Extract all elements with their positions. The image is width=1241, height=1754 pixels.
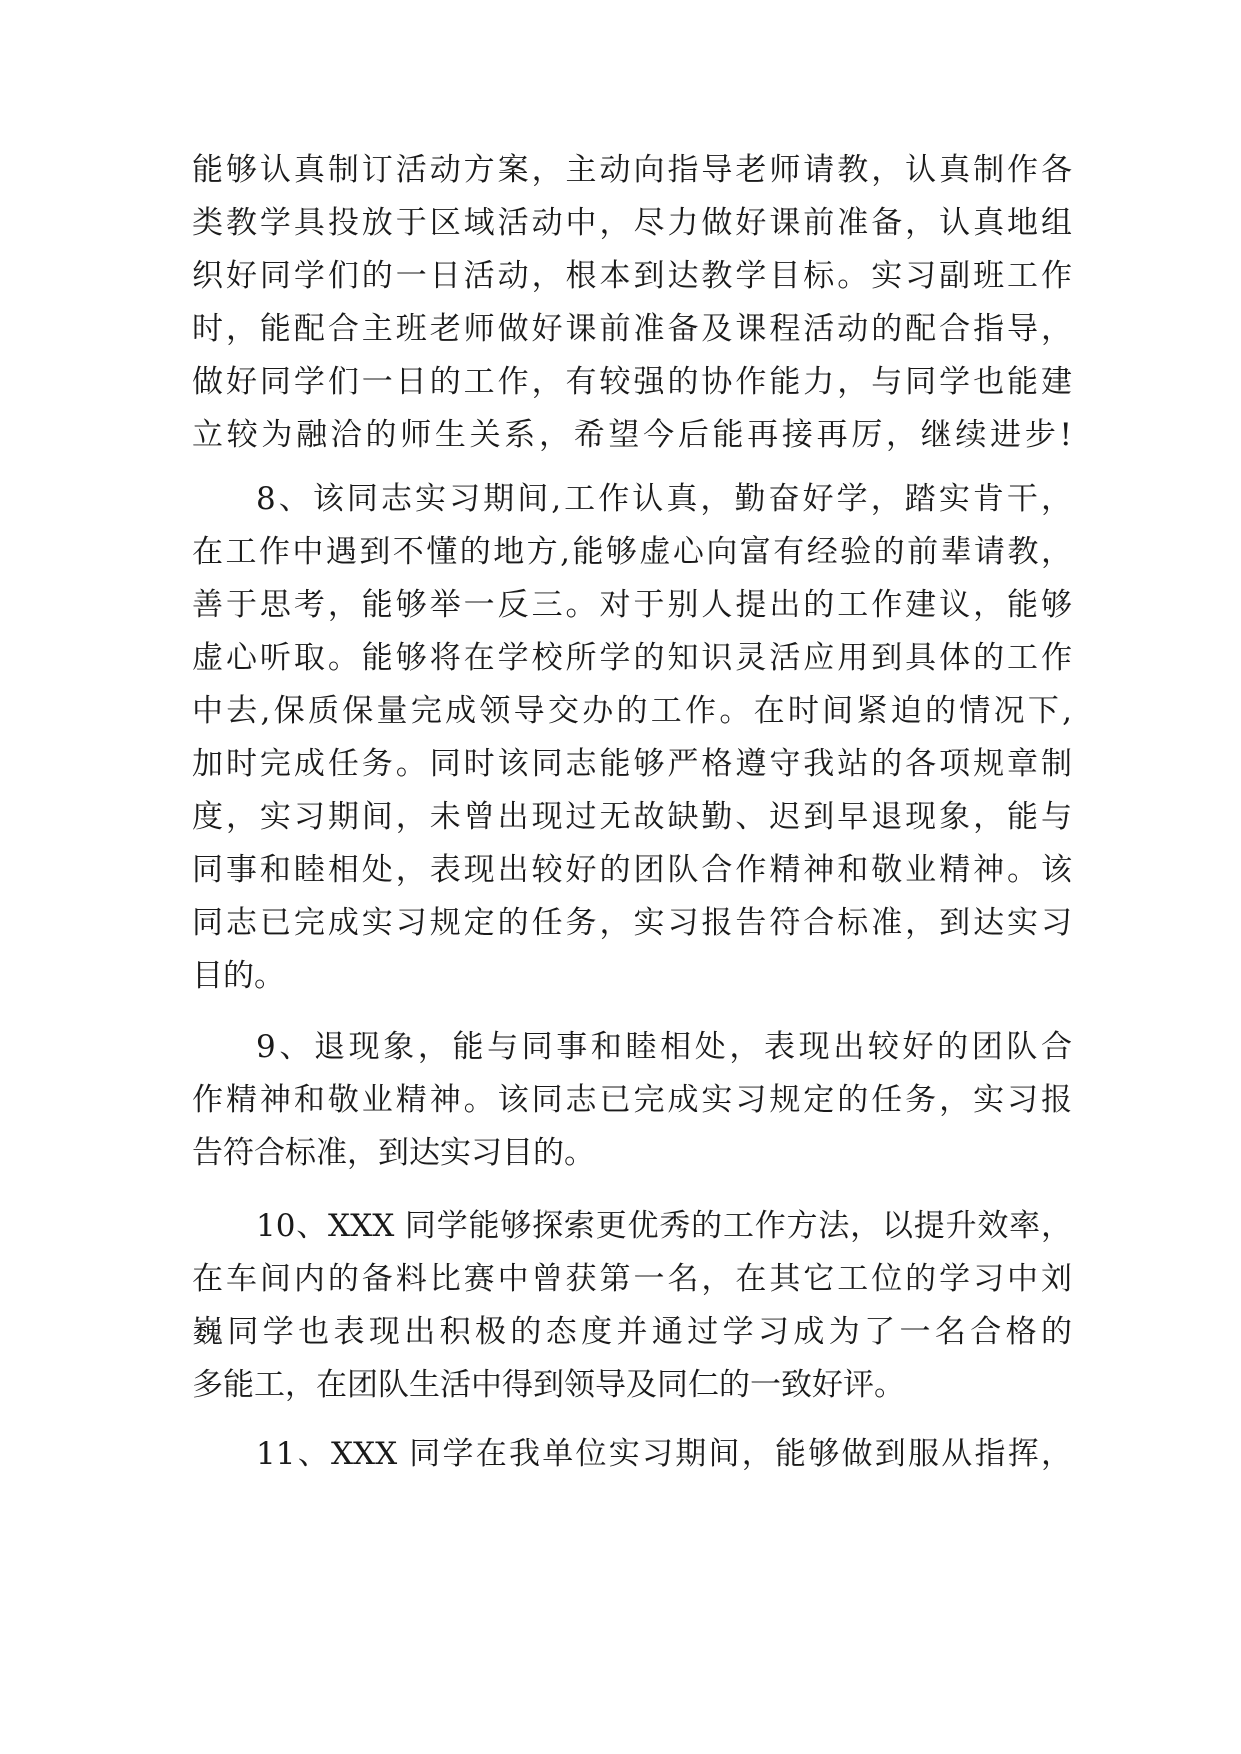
text-line: 同事和睦相处，表现出较好的团队合作精神和敬业精神。该 (192, 852, 1072, 888)
text-line: 加时完成任务。同时该同志能够严格遵守我站的各项规章制 (192, 746, 1072, 782)
text-line: 在车间内的备料比赛中曾获第一名，在其它工位的学习中刘 (192, 1261, 1072, 1297)
paragraph-10-first-line: 10、XXX 同学能够探索更优秀的工作方法，以提升效率， (256, 1208, 1072, 1244)
text-line: 目的。 (192, 958, 285, 994)
paragraph-9-first-line: 9、退现象，能与同事和睦相处，表现出较好的团队合 (256, 1029, 1072, 1065)
text-line: 做好同学们一日的工作，有较强的协作能力，与同学也能建 (192, 364, 1072, 400)
text-line: 善于思考，能够举一反三。对于别人提出的工作建议，能够 (192, 587, 1072, 623)
text-line: 同志已完成实习规定的任务，实习报告符合标准，到达实习 (192, 905, 1072, 941)
text-line: 时，能配合主班老师做好课前准备及课程活动的配合指导， (192, 311, 1072, 347)
text-line: 能够认真制订活动方案，主动向指导老师请教，认真制作各 (192, 152, 1072, 188)
paragraph-11-first-line: 11、XXX 同学在我单位实习期间，能够做到服从指挥， (256, 1436, 1072, 1472)
text-line: 织好同学们的一日活动，根本到达教学目标。实习副班工作 (192, 258, 1072, 294)
text-line: 中去,保质保量完成领导交办的工作。在时间紧迫的情况下, (192, 693, 1072, 729)
text-line: 度，实习期间，未曾出现过无故缺勤、迟到早退现象，能与 (192, 799, 1072, 835)
text-line: 告符合标准，到达实习目的。 (192, 1135, 595, 1171)
text-line: 多能工，在团队生活中得到领导及同仁的一致好评。 (192, 1367, 905, 1403)
text-line: 巍同学也表现出积极的态度并通过学习成为了一名合格的 (192, 1314, 1072, 1350)
text-line: 类教学具投放于区域活动中，尽力做好课前准备，认真地组 (192, 205, 1072, 241)
text-line: 作精神和敬业精神。该同志已完成实习规定的任务，实习报 (192, 1082, 1072, 1118)
text-line: 在工作中遇到不懂的地方,能够虚心向富有经验的前辈请教， (192, 534, 1072, 570)
text-line: 虚心听取。能够将在学校所学的知识灵活应用到具体的工作 (192, 640, 1072, 676)
text-line: 立较为融洽的师生关系，希望今后能再接再厉，继续进步! (192, 417, 1072, 453)
paragraph-8-first-line: 8、该同志实习期间,工作认真，勤奋好学，踏实肯干， (256, 481, 1072, 517)
